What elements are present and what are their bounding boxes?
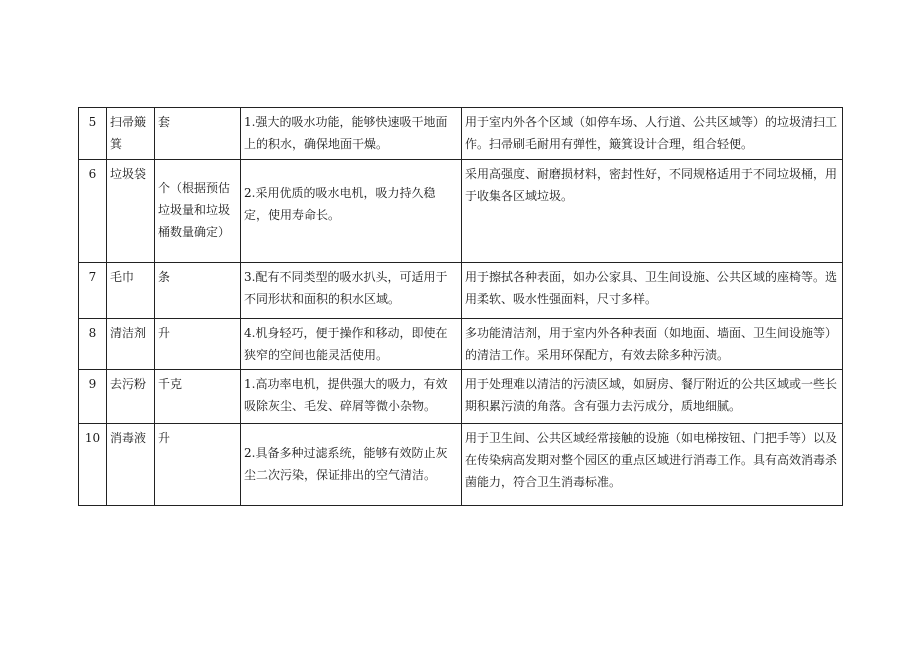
item-unit: 条 [155, 263, 241, 319]
item-name: 清洁剂 [107, 319, 155, 370]
item-name: 消毒液 [107, 424, 155, 506]
table-row [79, 108, 843, 160]
row-number: 10 [79, 424, 107, 506]
table-row [79, 160, 843, 263]
item-unit: 升 [155, 319, 241, 370]
item-unit: 千克 [155, 370, 241, 424]
item-unit: 套 [155, 108, 241, 160]
table-row [79, 424, 843, 506]
item-usage: 用于处理难以清洁的污渍区域，如厨房、餐厅附近的公共区域或一些长期积累污渍的角落。含有强力去污成分，质地细腻。 [462, 370, 843, 424]
table-row [79, 370, 843, 424]
item-unit: 个（根据预估垃圾量和垃圾桶数量确定） [155, 160, 241, 263]
item-usage: 采用高强度、耐磨损材料，密封性好，不同规格适用于不同垃圾桶，用于收集各区域垃圾。 [462, 160, 843, 263]
item-feature: 2.采用优质的吸水电机，吸力持久稳定，使用寿命长。 [241, 160, 462, 263]
row-number: 8 [79, 319, 107, 370]
item-feature: 4.机身轻巧，便于操作和移动，即使在狭窄的空间也能灵活使用。 [241, 319, 462, 370]
row-number: 9 [79, 370, 107, 424]
row-number: 5 [79, 108, 107, 160]
item-name: 去污粉 [107, 370, 155, 424]
table-row [79, 319, 843, 370]
item-usage: 用于擦拭各种表面，如办公家具、卫生间设施、公共区域的座椅等。选用柔软、吸水性强面料，尺寸多样。 [462, 263, 843, 319]
item-name: 垃圾袋 [107, 160, 155, 263]
table-row [79, 263, 843, 319]
item-name: 毛巾 [107, 263, 155, 319]
item-feature: 1.高功率电机，提供强大的吸力，有效吸除灰尘、毛发、碎屑等微小杂物。 [241, 370, 462, 424]
item-feature: 3.配有不同类型的吸水扒头，可适用于不同形状和面积的积水区域。 [241, 263, 462, 319]
item-usage: 多功能清洁剂，用于室内外各种表面（如地面、墙面、卫生间设施等）的清洁工作。采用环保配方，有效去除多种污渍。 [462, 319, 843, 370]
item-feature: 2.具备多种过滤系统，能够有效防止灰尘二次污染，保证排出的空气清洁。 [241, 424, 462, 506]
row-number: 7 [79, 263, 107, 319]
item-unit: 升 [155, 424, 241, 506]
item-usage: 用于室内外各个区域（如停车场、人行道、公共区域等）的垃圾清扫工作。扫帚刷毛耐用有弹性，簸箕设计合理，组合轻便。 [462, 108, 843, 160]
item-feature: 1.强大的吸水功能，能够快速吸干地面上的积水，确保地面干燥。 [241, 108, 462, 160]
item-name: 扫帚簸箕 [107, 108, 155, 160]
row-number: 6 [79, 160, 107, 263]
item-usage: 用于卫生间、公共区域经常接触的设施（如电梯按钮、门把手等）以及在传染病高发期对整个园区的重点区域进行消毒工作。具有高效消毒杀菌能力，符合卫生消毒标准。 [462, 424, 843, 506]
equipment-table [78, 107, 843, 506]
